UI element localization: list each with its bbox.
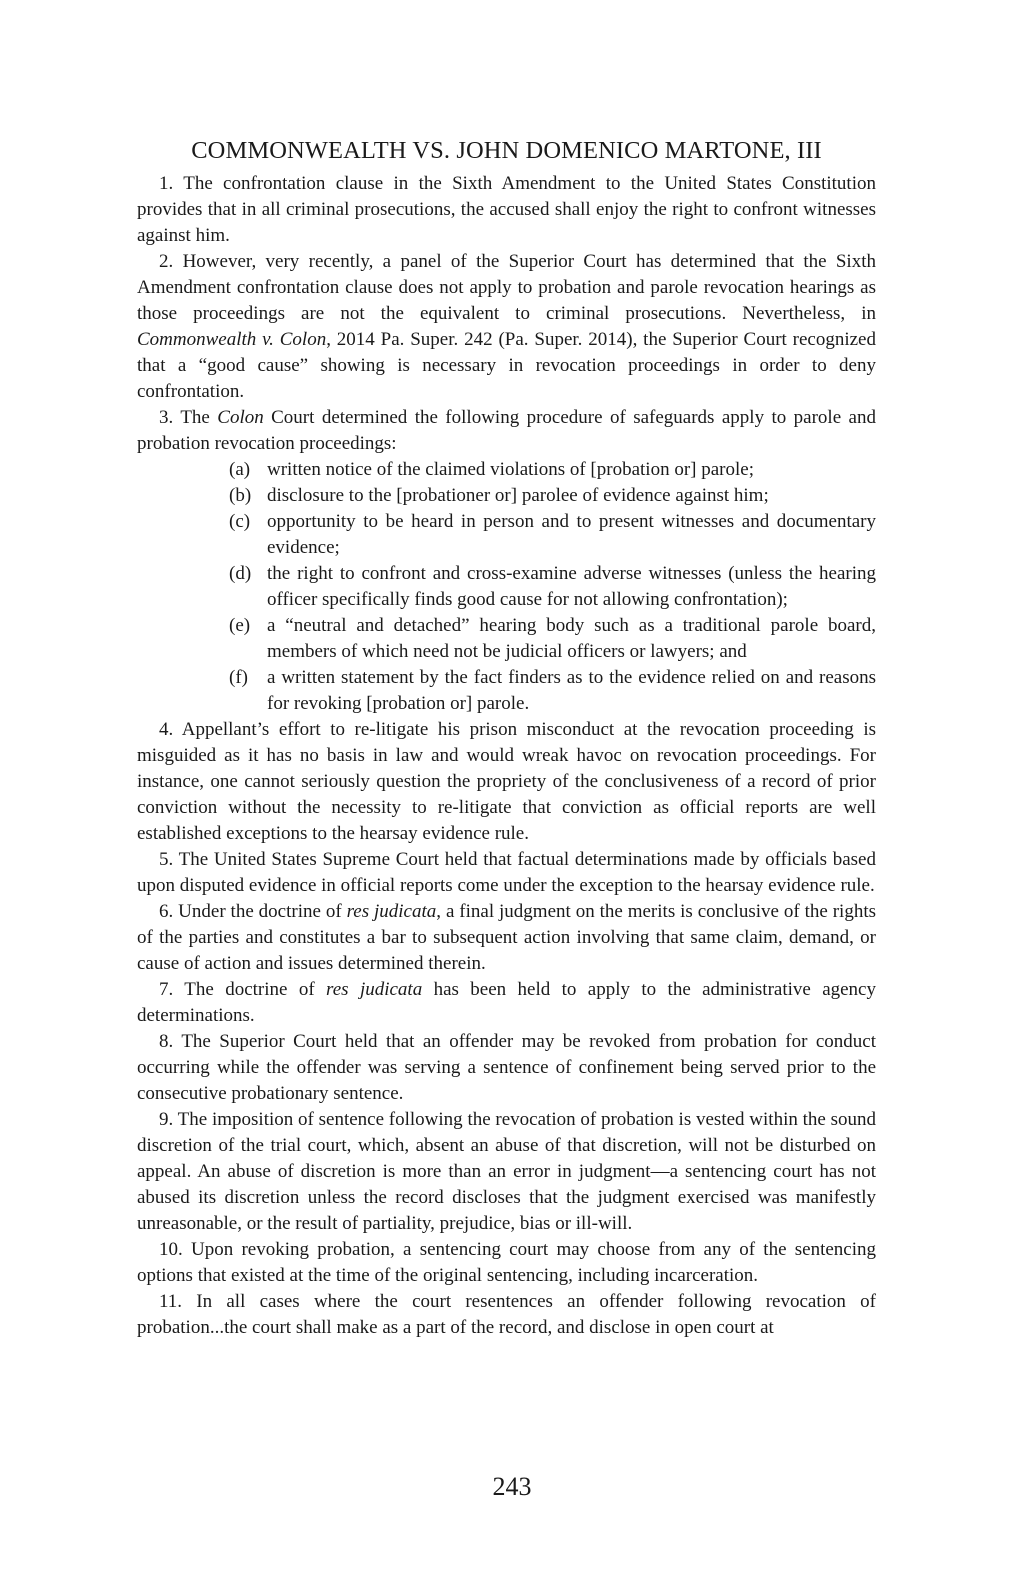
list-item bbox=[229, 457, 876, 483]
headnote-3-text-a: 3. The bbox=[159, 407, 218, 428]
headnote-4: 4. Appellant’s effort to re-litigate his prison misconduct at the revocation proceeding is misguided as it has no basis in law and would wreak havoc on revocation proceedings. For instance, one cannot seriously question the propriety of the conclusiveness of a record of prior conviction without the necessity to re-litigate that conviction as official reports are well established exceptions to the hearsay evidence rule. bbox=[137, 719, 876, 844]
headnote-2 bbox=[137, 249, 876, 405]
list-marker: (a) bbox=[229, 459, 251, 480]
list-marker: (b) bbox=[229, 485, 252, 506]
headnote-7-text-b: has been held to apply to the administrative agency determinations. bbox=[137, 979, 876, 1026]
headnote-10: 10. Upon revoking probation, a sentencing court may choose from any of the sentencing options that existed at the time of the original sentencing, including incarceration. bbox=[137, 1239, 876, 1286]
list-item-text: opportunity to be heard in person and to present witnesses and documentary evidence; bbox=[267, 511, 876, 558]
list-marker: (e) bbox=[229, 615, 251, 636]
headnote-1: 1. The confrontation clause in the Sixth Amendment to the United States Constitution provides that in all criminal prosecutions, the accused shall enjoy the right to confront witnesses against him. bbox=[137, 173, 876, 246]
case-name-colon: Colon bbox=[217, 407, 264, 428]
latin-term-res-judicata: res judicata bbox=[326, 979, 423, 1000]
headnote-8: 8. The Superior Court held that an offender may be revoked from probation for conduct occurring while the offender was serving a sentence of confinement being served prior to the consecutive probationary sentence. bbox=[137, 1031, 876, 1104]
list-item-text: written notice of the claimed violations of [probation or] parole; bbox=[267, 459, 754, 480]
headnote-7-text-a: 7. The doctrine of bbox=[159, 979, 327, 1000]
list-item-text: a written statement by the fact finders as to the evidence relied on and reasons for revoking [probation or] parole. bbox=[267, 667, 876, 714]
headnote-11: 11. In all cases where the court resentences an offender following revocation of probation...the court shall make as a part of the record, and disclose in open court at bbox=[137, 1291, 876, 1338]
list-item bbox=[229, 561, 876, 613]
headnote-2-text-a: 2. However, very recently, a panel of the Superior Court has determined that the Sixth Amendment confrontation clause does not apply to probation and parole revocation hearings as those proceedings are not the equivalent to criminal prosecutions. Nevertheless, in bbox=[137, 251, 876, 324]
page-number: 243 bbox=[492, 1472, 532, 1501]
list-marker: (f) bbox=[229, 667, 248, 688]
list-item-text: disclosure to the [probationer or] parolee of evidence against him; bbox=[267, 485, 769, 506]
list-item-text: the right to confront and cross-examine adverse witnesses (unless the hearing officer specifically finds good cause for not allowing confrontation); bbox=[267, 563, 876, 610]
headnote-6-text-b: , a final judgment on the merits is conclusive of the rights of the parties and constitutes a bar to subsequent action involving that same claim, demand, or cause of action and issues determined therein. bbox=[137, 901, 876, 974]
list-marker: (d) bbox=[229, 563, 252, 584]
list-item bbox=[229, 509, 876, 561]
headnote-9: 9. The imposition of sentence following the revocation of probation is vested within the sound discretion of the trial court, which, absent an abuse of that discretion, will not be disturbed on appeal. An abuse of discretion is more than an error in judgment—a sentencing court has not abused its discretion unless the record discloses that the judgment exercised was manifestly unreasonable, or the result of partiality, prejudice, bias or ill-will. bbox=[137, 1109, 876, 1234]
headnote-7 bbox=[137, 977, 876, 1029]
headnote-5: 5. The United States Supreme Court held that factual determinations made by officials based upon disputed evidence in official reports come under the exception to the hearsay evidence rule. bbox=[137, 849, 876, 896]
list-item bbox=[229, 665, 876, 717]
running-head: COMMONWEALTH VS. JOHN DOMENICO MARTONE, III bbox=[191, 137, 822, 164]
list-item bbox=[229, 483, 876, 509]
case-citation-colon: Commonwealth v. Colon bbox=[137, 329, 327, 350]
latin-term-res-judicata: res judicata bbox=[346, 901, 437, 922]
safeguards-list bbox=[137, 457, 876, 717]
list-item-text: a “neutral and detached” hearing body such as a traditional parole board, members of which need not be judicial officers or lawyers; and bbox=[267, 615, 876, 662]
list-item bbox=[229, 613, 876, 665]
document-page bbox=[137, 132, 876, 1552]
headnote-3 bbox=[137, 405, 876, 457]
list-marker: (c) bbox=[229, 511, 251, 532]
headnote-6 bbox=[137, 899, 876, 977]
headnote-6-text-a: 6. Under the doctrine of bbox=[159, 901, 347, 922]
headnote-3-text-b: Court determined the following procedure of safeguards apply to parole and probation revocation proceedings: bbox=[137, 407, 876, 454]
headnote-2-text-b: , 2014 Pa. Super. 242 (Pa. Super. 2014), the Superior Court recognized that a “good cause” showing is necessary in revocation proceedings in order to deny confrontation. bbox=[137, 329, 876, 402]
